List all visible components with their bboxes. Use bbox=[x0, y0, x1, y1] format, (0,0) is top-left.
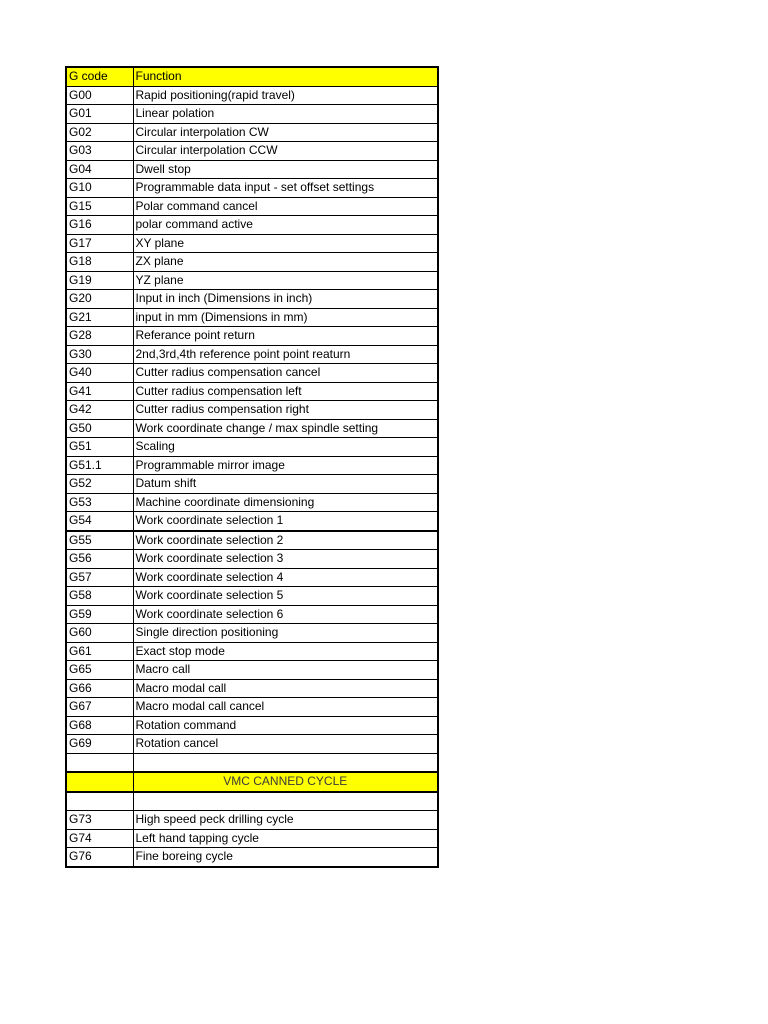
gcode-table bbox=[65, 66, 439, 868]
function-cell[interactable]: Cutter radius compensation right bbox=[133, 401, 438, 420]
gcode-table-body bbox=[66, 67, 438, 867]
function-cell[interactable]: Machine coordinate dimensioning bbox=[133, 493, 438, 512]
table-row bbox=[66, 531, 438, 550]
gcode-cell[interactable] bbox=[66, 753, 133, 772]
function-cell[interactable]: High speed peck drilling cycle bbox=[133, 811, 438, 830]
empty-row bbox=[66, 792, 438, 811]
table-row bbox=[66, 735, 438, 754]
gcode-cell[interactable]: G10 bbox=[66, 179, 133, 198]
table-row bbox=[66, 419, 438, 438]
function-cell[interactable]: ZX plane bbox=[133, 253, 438, 272]
table-row bbox=[66, 123, 438, 142]
gcode-cell[interactable]: G19 bbox=[66, 271, 133, 290]
function-cell[interactable]: Datum shift bbox=[133, 475, 438, 494]
function-cell[interactable]: input in mm (Dimensions in mm) bbox=[133, 308, 438, 327]
gcode-cell[interactable]: G21 bbox=[66, 308, 133, 327]
function-cell[interactable]: Rotation cancel bbox=[133, 735, 438, 754]
function-cell[interactable]: Rotation command bbox=[133, 716, 438, 735]
function-cell[interactable]: Referance point return bbox=[133, 327, 438, 346]
section-title-cell[interactable]: VMC CANNED CYCLE bbox=[133, 772, 438, 792]
table-row bbox=[66, 848, 438, 867]
function-cell[interactable]: Work coordinate selection 1 bbox=[133, 512, 438, 531]
function-cell[interactable] bbox=[133, 792, 438, 811]
function-cell[interactable]: YZ plane bbox=[133, 271, 438, 290]
table-row bbox=[66, 605, 438, 624]
gcode-cell[interactable]: G67 bbox=[66, 698, 133, 717]
gcode-cell[interactable]: G51.1 bbox=[66, 456, 133, 475]
table-row bbox=[66, 327, 438, 346]
table-row bbox=[66, 550, 438, 569]
header-function-cell[interactable]: Function bbox=[133, 67, 438, 86]
gcode-cell[interactable]: G68 bbox=[66, 716, 133, 735]
gcode-cell[interactable]: G18 bbox=[66, 253, 133, 272]
function-cell[interactable] bbox=[133, 753, 438, 772]
gcode-cell[interactable]: G41 bbox=[66, 382, 133, 401]
table-row bbox=[66, 271, 438, 290]
gcode-cell[interactable]: G40 bbox=[66, 364, 133, 383]
gcode-cell[interactable]: G58 bbox=[66, 587, 133, 606]
function-cell[interactable]: Programmable data input - set offset settings bbox=[133, 179, 438, 198]
function-cell[interactable]: Left hand tapping cycle bbox=[133, 829, 438, 848]
header-row bbox=[66, 67, 438, 86]
table-row bbox=[66, 587, 438, 606]
table-row bbox=[66, 364, 438, 383]
gcode-cell[interactable]: G01 bbox=[66, 105, 133, 124]
table-row bbox=[66, 493, 438, 512]
function-cell[interactable]: Fine boreing cycle bbox=[133, 848, 438, 867]
function-cell[interactable]: Rapid positioning(rapid travel) bbox=[133, 86, 438, 105]
function-cell[interactable]: Work coordinate selection 2 bbox=[133, 531, 438, 550]
gcode-cell[interactable]: G04 bbox=[66, 160, 133, 179]
gcode-cell[interactable]: G59 bbox=[66, 605, 133, 624]
table-row bbox=[66, 382, 438, 401]
function-cell[interactable]: polar command active bbox=[133, 216, 438, 235]
table-row bbox=[66, 679, 438, 698]
table-row bbox=[66, 345, 438, 364]
table-row bbox=[66, 197, 438, 216]
function-cell[interactable]: Input in inch (Dimensions in inch) bbox=[133, 290, 438, 309]
gcode-cell[interactable]: G69 bbox=[66, 735, 133, 754]
table-row bbox=[66, 438, 438, 457]
table-row bbox=[66, 512, 438, 531]
function-cell[interactable]: Programmable mirror image bbox=[133, 456, 438, 475]
gcode-cell[interactable]: G60 bbox=[66, 624, 133, 643]
function-cell[interactable]: XY plane bbox=[133, 234, 438, 253]
gcode-cell[interactable]: G00 bbox=[66, 86, 133, 105]
gcode-cell[interactable] bbox=[66, 792, 133, 811]
table-row bbox=[66, 142, 438, 161]
function-cell[interactable]: Cutter radius compensation cancel bbox=[133, 364, 438, 383]
gcode-cell[interactable]: G66 bbox=[66, 679, 133, 698]
gcode-cell[interactable]: G57 bbox=[66, 568, 133, 587]
gcode-cell[interactable]: G28 bbox=[66, 327, 133, 346]
function-cell[interactable]: Dwell stop bbox=[133, 160, 438, 179]
function-cell[interactable]: Work coordinate selection 3 bbox=[133, 550, 438, 569]
gcode-cell[interactable]: G61 bbox=[66, 642, 133, 661]
function-cell[interactable]: Circular interpolation CCW bbox=[133, 142, 438, 161]
section-row bbox=[66, 772, 438, 792]
function-cell[interactable]: Scaling bbox=[133, 438, 438, 457]
table-row bbox=[66, 698, 438, 717]
table-row bbox=[66, 475, 438, 494]
gcode-cell[interactable]: G51 bbox=[66, 438, 133, 457]
table-row bbox=[66, 456, 438, 475]
function-cell[interactable]: Macro modal call cancel bbox=[133, 698, 438, 717]
function-cell[interactable]: Cutter radius compensation left bbox=[133, 382, 438, 401]
table-row bbox=[66, 568, 438, 587]
gcode-cell[interactable]: G02 bbox=[66, 123, 133, 142]
table-row bbox=[66, 105, 438, 124]
table-row bbox=[66, 642, 438, 661]
function-cell[interactable]: Work coordinate selection 6 bbox=[133, 605, 438, 624]
function-cell[interactable]: Linear polation bbox=[133, 105, 438, 124]
function-cell[interactable]: Work coordinate selection 5 bbox=[133, 587, 438, 606]
gcode-cell[interactable]: G76 bbox=[66, 848, 133, 867]
function-cell[interactable]: Single direction positioning bbox=[133, 624, 438, 643]
table-row bbox=[66, 624, 438, 643]
table-row bbox=[66, 179, 438, 198]
gcode-cell[interactable]: G54 bbox=[66, 512, 133, 531]
gcode-cell[interactable]: G16 bbox=[66, 216, 133, 235]
table-row bbox=[66, 253, 438, 272]
gcode-cell[interactable]: G52 bbox=[66, 475, 133, 494]
table-row bbox=[66, 216, 438, 235]
function-cell[interactable]: Exact stop mode bbox=[133, 642, 438, 661]
gcode-cell[interactable]: G56 bbox=[66, 550, 133, 569]
gcode-cell[interactable]: G53 bbox=[66, 493, 133, 512]
function-cell[interactable]: Work coordinate selection 4 bbox=[133, 568, 438, 587]
function-cell[interactable]: Work coordinate change / max spindle setting bbox=[133, 419, 438, 438]
table-row bbox=[66, 86, 438, 105]
table-row bbox=[66, 661, 438, 680]
function-cell[interactable]: Circular interpolation CW bbox=[133, 123, 438, 142]
function-cell[interactable]: 2nd,3rd,4th reference point point reaturn bbox=[133, 345, 438, 364]
gcode-cell[interactable]: G65 bbox=[66, 661, 133, 680]
table-row bbox=[66, 290, 438, 309]
table-row bbox=[66, 401, 438, 420]
gcode-cell[interactable]: G55 bbox=[66, 531, 133, 550]
gcode-cell[interactable]: G42 bbox=[66, 401, 133, 420]
section-blank-cell[interactable] bbox=[66, 772, 133, 792]
gcode-cell[interactable]: G74 bbox=[66, 829, 133, 848]
gcode-cell[interactable]: G17 bbox=[66, 234, 133, 253]
gcode-cell[interactable]: G20 bbox=[66, 290, 133, 309]
table-row bbox=[66, 308, 438, 327]
function-cell[interactable]: Polar command cancel bbox=[133, 197, 438, 216]
table-row bbox=[66, 811, 438, 830]
table-row bbox=[66, 234, 438, 253]
gcode-cell[interactable]: G30 bbox=[66, 345, 133, 364]
function-cell[interactable]: Macro modal call bbox=[133, 679, 438, 698]
function-cell[interactable]: Macro call bbox=[133, 661, 438, 680]
gcode-cell[interactable]: G73 bbox=[66, 811, 133, 830]
header-gcode-cell[interactable]: G code bbox=[66, 67, 133, 86]
gcode-cell[interactable]: G03 bbox=[66, 142, 133, 161]
empty-row bbox=[66, 753, 438, 772]
gcode-cell[interactable]: G15 bbox=[66, 197, 133, 216]
gcode-cell[interactable]: G50 bbox=[66, 419, 133, 438]
table-row bbox=[66, 160, 438, 179]
table-row bbox=[66, 829, 438, 848]
table-row bbox=[66, 716, 438, 735]
